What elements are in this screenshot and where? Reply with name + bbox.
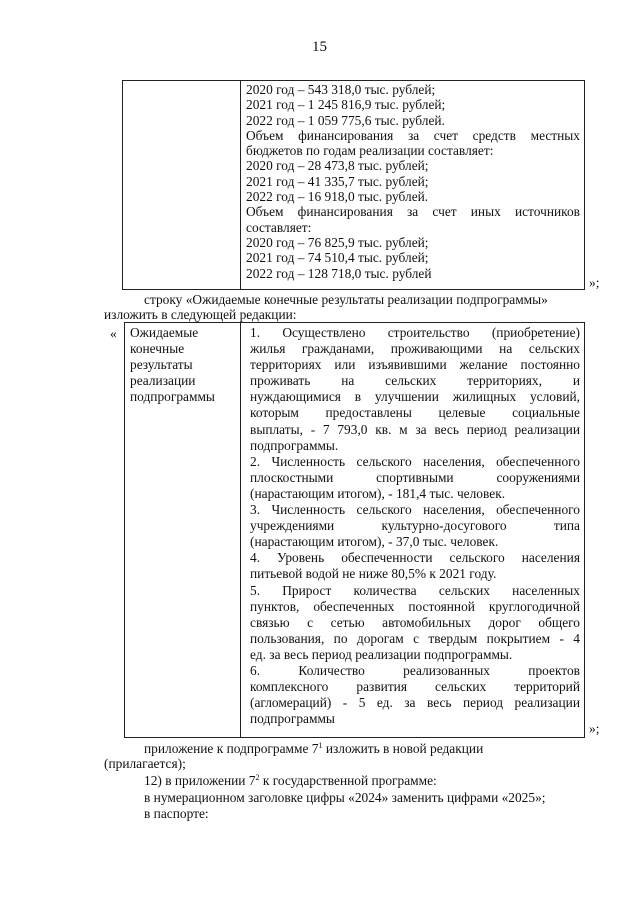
text-line: Ожидаемые bbox=[130, 325, 199, 340]
text-line: 2020 год – 28 473,8 тыс. рублей; bbox=[246, 158, 429, 174]
text-line: учреждениями культурно-досугового типа bbox=[250, 518, 580, 534]
text-line: (нарастающим итогом), - 37,0 тыс. человек. bbox=[250, 534, 499, 550]
text-line: ед. за весь период реализации подпрограммы. bbox=[250, 646, 513, 662]
results-text bbox=[250, 325, 580, 727]
text-line: 2021 год – 1 245 816,9 тыс. рублей; bbox=[246, 97, 446, 113]
text-line: плоскостными спортивными сооружениями bbox=[250, 469, 580, 485]
text-line: конечные bbox=[130, 341, 185, 356]
text-line: реализации bbox=[130, 373, 196, 388]
table-divider bbox=[240, 80, 241, 290]
table-divider bbox=[240, 322, 241, 738]
closing-quote: »; bbox=[589, 275, 600, 290]
text-line: Объем финансирования за счет средств местных bbox=[246, 127, 580, 143]
appendix-line-2: (прилагается); bbox=[104, 756, 186, 771]
text-line: подпрограммы bbox=[250, 711, 335, 727]
instruction-line-1: строку «Ожидаемые конечные результаты реализации подпрограммы» bbox=[144, 292, 548, 307]
text-line: (агломераций) - 5 ед. за весь период реализации bbox=[250, 695, 580, 711]
appendix-text: приложение к подпрограмме $7^1$ изложить в новой редакции bbox=[144, 741, 484, 756]
page-number: 15 bbox=[312, 39, 327, 55]
text-line: 2022 год – 1 059 775,6 тыс. рублей. bbox=[246, 112, 445, 128]
text-line: 2021 год – 74 510,4 тыс. рублей; bbox=[246, 250, 429, 266]
text-line: 2022 год – 128 718,0 тыс. рублей bbox=[246, 265, 432, 281]
text-line: пунктов, обеспеченных постоянной круглогодичной bbox=[250, 598, 580, 614]
text-line: подпрограммы. bbox=[250, 437, 339, 453]
text-line: 5. Прирост количества сельских населенных bbox=[250, 582, 580, 598]
passport-line: в паспорте: bbox=[144, 806, 209, 821]
text-line: составляет: bbox=[246, 219, 312, 235]
text-line: (нарастающим итогом), - 181,4 тыс. человек. bbox=[250, 485, 506, 501]
text-line: 2021 год – 41 335,7 тыс. рублей; bbox=[246, 173, 429, 189]
text-line: 2. Численность сельского населения, обеспеченного bbox=[250, 453, 580, 469]
text-line: питьевой водой не ниже 80,5% к 2021 году. bbox=[250, 566, 497, 582]
text-line: 2020 год – 543 318,0 тыс. рублей; bbox=[246, 82, 436, 97]
text-line: комплексного развития сельских территорий bbox=[250, 679, 580, 695]
text-line: выплаты, - 7 793,0 кв. м за весь период реализации bbox=[250, 421, 580, 437]
text-line: 2020 год – 76 825,9 тыс. рублей; bbox=[246, 234, 429, 250]
text-line: пользования, по дорогам с твердым покрытием - 4 bbox=[250, 630, 580, 646]
item-12: 12) в приложении $7^2$ к государственной программе: bbox=[144, 773, 437, 788]
text-line: нуждающимися в улучшении жилищных условий, bbox=[250, 389, 580, 405]
results-label bbox=[130, 325, 238, 405]
appendix-line-1 bbox=[144, 741, 598, 756]
text-line: Объем финансирования за счет иных источников bbox=[246, 204, 580, 220]
text-line: проживать на сельских территориях, и bbox=[250, 373, 580, 389]
closing-quote: »; bbox=[589, 721, 600, 736]
text-line: жилья гражданами, проживающими на сельских bbox=[250, 341, 580, 357]
text-line: 6. Количество реализованных проектов bbox=[250, 662, 580, 678]
financing-table-text bbox=[246, 82, 580, 281]
text-line: 3. Численность сельского населения, обеспеченного bbox=[250, 502, 580, 518]
instruction-line-2: изложить в следующей редакции: bbox=[104, 307, 297, 322]
text-line: 1. Осуществлено строительство (приобретение) bbox=[250, 325, 580, 340]
numbering-change: в нумерационном заголовке цифры «2024» заменить цифрами «2025»; bbox=[144, 790, 546, 805]
text-line: связью с сетью автомобильных дорог общего bbox=[250, 614, 580, 630]
text-line: территориях или изъявившими желание постоянно bbox=[250, 357, 580, 373]
text-line: которым предоставлены целевые социальные bbox=[250, 405, 580, 421]
text-line: 4. Уровень обеспеченности сельского населения bbox=[250, 550, 580, 566]
text-line: 2022 год – 16 918,0 тыс. рублей. bbox=[246, 189, 429, 205]
text-line: бюджетов по годам реализации составляет: bbox=[246, 143, 494, 159]
text-line: подпрограммы bbox=[130, 389, 215, 404]
opening-quote: « bbox=[110, 326, 117, 341]
text-line: результаты bbox=[130, 357, 193, 372]
